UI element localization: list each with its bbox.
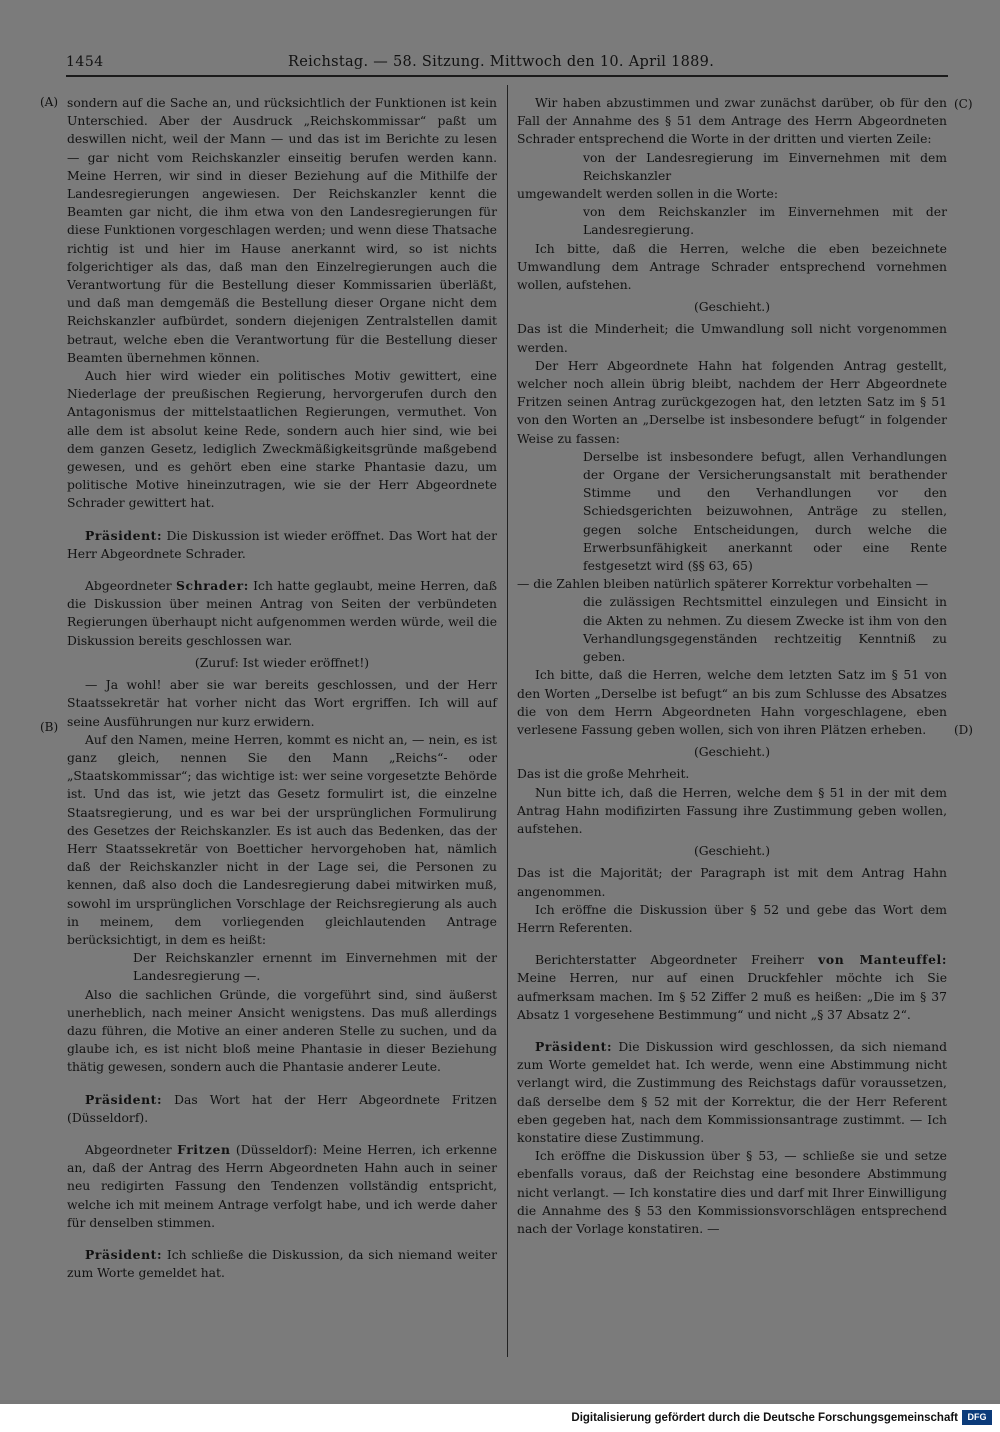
dfg-logo: DFG [962,1410,992,1425]
speech-paragraph: Präsident: Die Diskussion wird geschlossen, da sich niemand zum Worte gemeldet hat. Ich werde, wenn eine Abstimmung nicht verlangt wird, die Zustimmung des Reichstags dafür voraussetzen, daß derselbe dem § 52 mit der Korrektur, die der Herr Referent eben gegeben hat, nach dem Kommissionsantrage zustimmt. — Ich konstatire diese Zustimmung. [517,1038,947,1145]
paragraph: Der Herr Abgeordnete Hahn hat folgenden Antrag gestellt, welcher noch allein übrig bleibt, nachdem der Herr Abgeordnete Fritzen seinen Antrag zurückgezogen hat, den letzten Satz im § 51 von den Worten an „Derselbe ist insbesondere befugt“ in folgender Weise zu fassen: [517,358,947,446]
margin-marker-b: (B) [40,720,59,734]
paragraph: Wir haben abzustimmen und zwar zunächst darüber, ob für den Fall der Annahme des § 51 dem Antrage des Herrn Abgeordneten Schrader entsprechend die Worte in der dritten und vierten Zeile: [517,96,947,147]
quoted-text: Derselbe ist insbesondere befugt, allen Verhandlungen der Organe der Versicherungsanstalt mit berathender Stimme und den Verhandlungen vor den Schiedsgerichten beizuwohnen, Anträge zu stellen, gegen solche Entscheidungen, durch welche die Erwerbsunfähigkeit anerkannt oder eine Rente festgesetzt wird (§§ 63, 65) [583,449,947,574]
paragraph: Ich eröffne die Diskussion über § 53, — schließe sie und setze ebenfalls voraus, daß der Reichstag eine besondere Abstimmung nicht verlangt. — Ich konstatire dies und darf mit Ihrer Einwilligung die Annahme des § 53 den Kommissionsvorschlägen entsprechend nach der Vorlage konstatiren. — [517,1149,947,1236]
speaker-name: von Manteuffel: [818,952,947,968]
speaker-name: Schrader: [176,578,249,594]
column-divider [507,85,508,1357]
speech-paragraph: Abgeordneter Fritzen (Düsseldorf): Meine Herren, ich erkenne an, daß der Antrag des Herrn Abgeordneten Hahn auch in seiner neu redigirten Fassung den Tendenzen vollständig entspricht, welche ich mit meinem Antrage verfolgt habe, und ich werde daher für denselben stimmen. [67,1141,497,1230]
paragraph: umgewandelt werden sollen in die Worte: [517,187,778,202]
page-number: 1454 [66,54,104,70]
speaker-name: Präsident: [85,1246,163,1262]
paragraph: Das ist die Minderheit; die Umwandlung soll nicht vorgenommen werden. [517,322,947,355]
paragraph: Nun bitte ich, daß die Herren, welche dem § 51 in der mit dem Antrag Hahn modifizirten Fassung ihre Zustimmung geben wollen, aufstehen. [517,785,947,836]
left-column [67,94,497,1282]
paragraph: Ich bitte, daß die Herren, welche dem letzten Satz im § 51 von den Worten „Derselbe ist befugt“ an bis zum Schlusse des Absatzes die von dem Herrn Abgeordneten Hahn vorgeschlagene, eben verlesene Fassung geben wollen, sich von ihren Plätzen erheben. [517,668,947,737]
right-column [517,94,947,1238]
paragraph: Ich bitte, daß die Herren, welche die eben bezeichnete Umwandlung dem Antrage Schrader entsprechend vornehmen wollen, aufstehen. [517,241,947,293]
paragraph: Auch hier wird wieder ein politisches Motiv gewittert, eine Niederlage der preußischen Regierung, hervorgerufen durch den Antagonismus der mittelstaatlichen Regierungen, vermuthet. Von alle dem ist absolut keine Rede, sondern auch hier sind, wie bei dem ganzen Gesetz, lediglich Zweckmäßigkeitsgründe maßgebend gewesen, und es gehört eben eine starke Phantasie dazu, um politische Motive hineinzutragen, wie sie der Herr Abgeordnete Schrader gewittert hat. [67,369,497,511]
speaker-name: Fritzen [177,1141,231,1157]
paragraph: Das ist die Majorität; der Paragraph ist mit dem Antrag Hahn angenommen. [517,866,947,899]
paragraph: Ich eröffne die Diskussion über § 52 und gebe das Wort dem Herrn Referenten. [517,902,947,935]
speech-paragraph: Abgeordneter Schrader: Ich hatte geglaubt, meine Herren, daß die Diskussion über meinen Antrag von Seiten der verbündeten Regierungen überhaupt nicht aufgenommen werden würde, weil die Diskussion bereits geschlossen war. [67,578,497,648]
paragraph: — Ja wohl! aber sie war bereits geschlossen, und der Herr Staatssekretär hat vorher nicht das Wort ergriffen. Ich will auf seine Ausführungen nur kurz erwidern. [67,678,497,729]
interjection: (Geschieht.) [693,844,771,859]
speaker-name: Präsident: [535,1038,613,1054]
speech-paragraph: Präsident: Das Wort hat der Herr Abgeordnete Fritzen (Düsseldorf). [67,1091,497,1125]
paragraph: Das ist die große Mehrheit. [517,767,690,782]
funding-notice: Digitalisierung gefördert durch die Deutsche Forschungsgemeinschaft [571,1412,958,1424]
page-title: Reichstag. — 58. Sitzung. Mittwoch den 10. April 1889. [288,54,715,70]
header-rule [66,75,948,77]
interjection: (Zuruf: Ist wieder eröffnet!) [194,655,370,670]
digitization-footer [0,1404,1000,1432]
page-header [66,48,948,76]
margin-marker-a: (A) [40,95,59,109]
quoted-text: die zulässigen Rechtsmittel einzulegen und Einsicht in die Akten zu nehmen. Zu diesem Zwecke ist ihm von den Verhandlungsgegenständen rechtzeitig Kenntniß zu geben. [583,595,947,665]
paragraph: Auf den Namen, meine Herren, kommt es nicht an, — nein, es ist ganz gleich, nennen Sie den Mann „Reichs“- oder „Staatskommissar“; das wichtige ist: wer seine vorgesetzte Behörde ist. Und das ist, wie jetzt das Gesetz formulirt ist, die einzelne Staatsregierung, und es war bei der ursprünglichen Formulirung des Gesetzes der Reichskanzler. Es ist auch das Bedenken, das der Herr Staatssekretär von Boetticher hervorgehoben hat, nämlich daß der Reichskanzler nicht in der Lage sei, die Personen zu kennen, daß also doch die Landesregierung dabei mitwirken muß, sowohl im ursprünglichen Vorschlage der Reichsregierung als auch in meinem, dem vorliegenden gleichlautenden Antrage berücksichtigt, in dem es heißt: [67,732,497,947]
speaker-name: Präsident: [85,527,163,543]
paragraph: sondern auf die Sache an, und rücksichtlich der Funktionen ist kein Unterschied. Aber der Ausdruck „Reichskommissar“ paßt um deswillen nicht, weil der Mann — und das ist im Berichte zu lesen — gar nicht vom Reichskanzler einseitig berufen werden kann. Meine Herren, wir sind in dieser Beziehung auf die Mithilfe der Landesregierungen angewiesen. Der Reichskanzler kennt die Beamten gar nicht, die ihm etwa von den Landesregierungen für diese Funktionen vorgeschlagen werden; und wenn diese Thatsache richtig ist und hier im Hause anerkannt wird, so ist nichts folgerichtiger als das, daß man den Einzelregierungen auch die Verantwortung für die Bestellung dieser Kommissarien überläßt, und daß man demgemäß die Bestellung dieser Organe nicht dem Reichskanzler aufbürdet, sondern diejenigen Zentralstellen damit betraut, welche eben die Verantwortung für die Bestellung dieser Beamten übernehmen können. [67,96,497,365]
speech-paragraph: Präsident: Die Diskussion ist wieder eröffnet. Das Wort hat der Herr Abgeordnete Schrader. [67,527,497,561]
quoted-text: von der Landesregierung im Einvernehmen mit dem Reichskanzler [583,150,947,183]
margin-marker-d: (D) [954,723,973,737]
speech-paragraph: Präsident: Ich schließe die Diskussion, da sich niemand weiter zum Worte gemeldet hat. [67,1246,497,1281]
interjection: (Geschieht.) [693,300,771,315]
margin-marker-c: (C) [954,97,973,111]
speaker-name: Präsident: [85,1091,163,1107]
speech-paragraph: Berichterstatter Abgeordneter Freiherr von Manteuffel: Meine Herren, nur auf einen Druckfehler möchte ich Sie aufmerksam machen. Im § 52 Ziffer 2 muß es heißen: „Die im § 37 Absatz 1 vorgesehene Bestimmung“ und nicht „§ 37 Absatz 2“. [517,952,947,1022]
quoted-text: Der Reichskanzler ernennt im Einvernehmen mit der Landesregierung —. [133,951,497,984]
quoted-text: von dem Reichskanzler im Einvernehmen mit der Landesregierung. [583,205,947,238]
paragraph: — die Zahlen bleiben natürlich späterer Korrektur vorbehalten — [517,577,929,592]
interjection: (Geschieht.) [693,745,771,760]
paragraph: Also die sachlichen Gründe, die vorgeführt sind, sind äußerst unerheblich, nach meiner Ansicht wenigstens. Das muß allerdings dazu führen, die Motive an einer anderen Stelle zu suchen, und da glaube ich, es ist nicht bloß meine Phantasie in dieser Beziehung thätig gewesen, sondern auch die Phantasie anderer Leute. [67,987,497,1075]
